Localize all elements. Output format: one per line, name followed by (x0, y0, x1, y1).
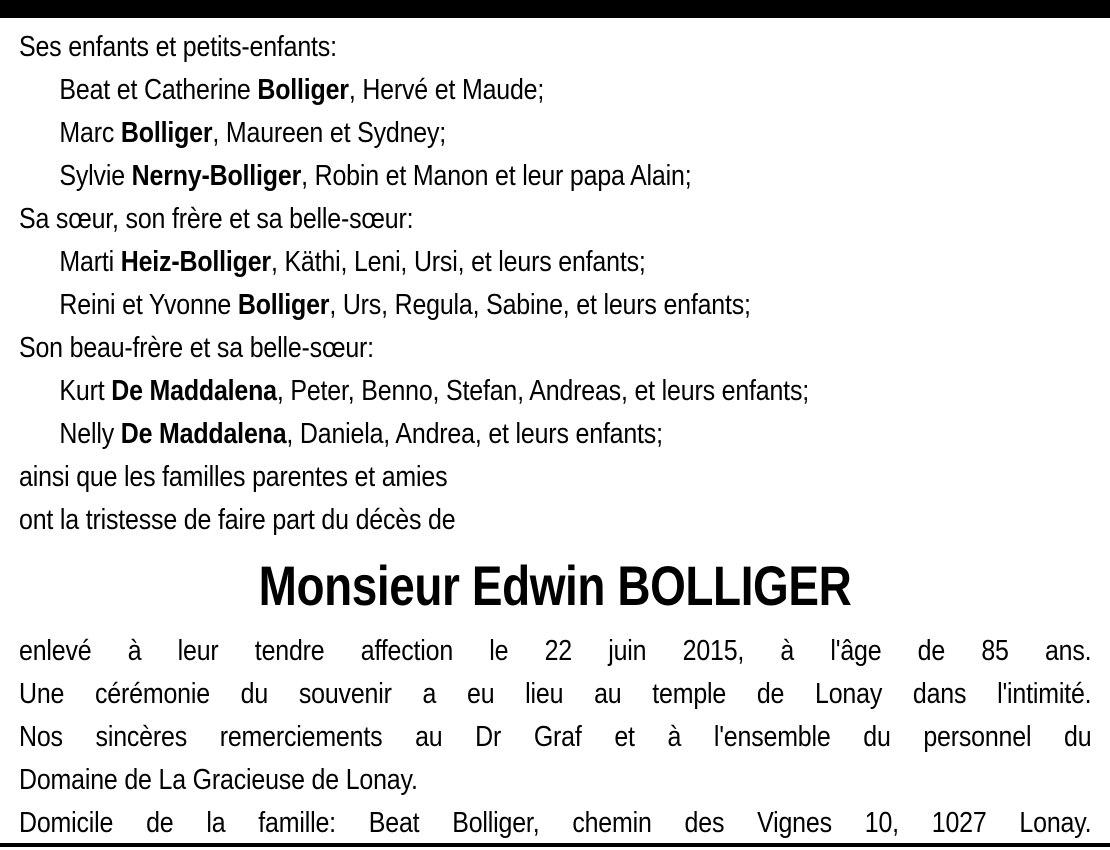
entry-given-names: Reini et Yvonne (59, 289, 238, 321)
entry-relatives: , Peter, Benno, Stefan, Andreas, et leurs enfants; (276, 375, 810, 407)
family-entry (19, 284, 941, 327)
family-entry (19, 413, 941, 456)
notice-body (19, 630, 1091, 845)
entry-surname: Heiz-Bolliger (120, 246, 271, 278)
entry-relatives: , Hervé et Maude; (348, 74, 545, 106)
top-border (0, 0, 1110, 18)
entry-surname: Bolliger (120, 117, 213, 149)
entry-relatives: , Urs, Regula, Sabine, et leurs enfants; (329, 289, 751, 321)
entry-surname: De Maddalena (120, 418, 287, 450)
siblings-heading: Sa sœur, son frère et sa belle-sœur: (19, 203, 414, 235)
entry-relatives: , Maureen et Sydney; (212, 117, 447, 149)
death-notice (19, 26, 1091, 845)
children-heading: Ses enfants et petits-enfants: (19, 31, 337, 63)
inlaws-heading: Son beau-frère et sa belle-sœur: (19, 332, 374, 364)
entry-surname: Bolliger (257, 74, 349, 106)
entry-surname: De Maddalena (111, 375, 277, 407)
family-entry (19, 370, 941, 413)
bottom-border (0, 843, 1110, 847)
entry-relatives: , Daniela, Andrea, et leurs enfants; (286, 418, 663, 450)
entry-given-names: Kurt (59, 375, 112, 407)
deceased-name: Monsieur Edwin BOLLIGER (258, 554, 852, 617)
body-line: Nos sincères remerciements au Dr Graf et à l'ensemble du personnel du (19, 721, 1092, 753)
entry-relatives: , Käthi, Leni, Ursi, et leurs enfants; (270, 246, 646, 278)
body-line: Une cérémonie du souvenir a eu lieu au temple de Lonay dans l'intimité. (19, 678, 1092, 710)
body-line: Domaine de La Gracieuse de Lonay. (19, 764, 418, 796)
family-entry (19, 69, 941, 112)
entry-relatives: , Robin et Manon et leur papa Alain; (301, 160, 692, 192)
families-line: ainsi que les familles parentes et amies (19, 461, 448, 493)
entry-given-names: Sylvie (59, 160, 132, 192)
entry-given-names: Beat et Catherine (59, 74, 258, 106)
family-entry (19, 241, 941, 284)
announcement-line: ont la tristesse de faire part du décès de (19, 504, 456, 536)
family-entry (19, 112, 941, 155)
body-line: Domicile de la famille: Beat Bolliger, chemin des Vignes 10, 1027 Lonay. (19, 807, 1092, 839)
entry-given-names: Marti (59, 246, 121, 278)
body-line: enlevé à leur tendre affection le 22 juin 2015, à l'âge de 85 ans. (19, 635, 1092, 667)
entry-given-names: Nelly (59, 418, 121, 450)
family-entry (19, 155, 941, 198)
entry-surname: Bolliger (237, 289, 330, 321)
entry-given-names: Marc (59, 117, 121, 149)
entry-surname: Nerny-Bolliger (131, 160, 302, 192)
